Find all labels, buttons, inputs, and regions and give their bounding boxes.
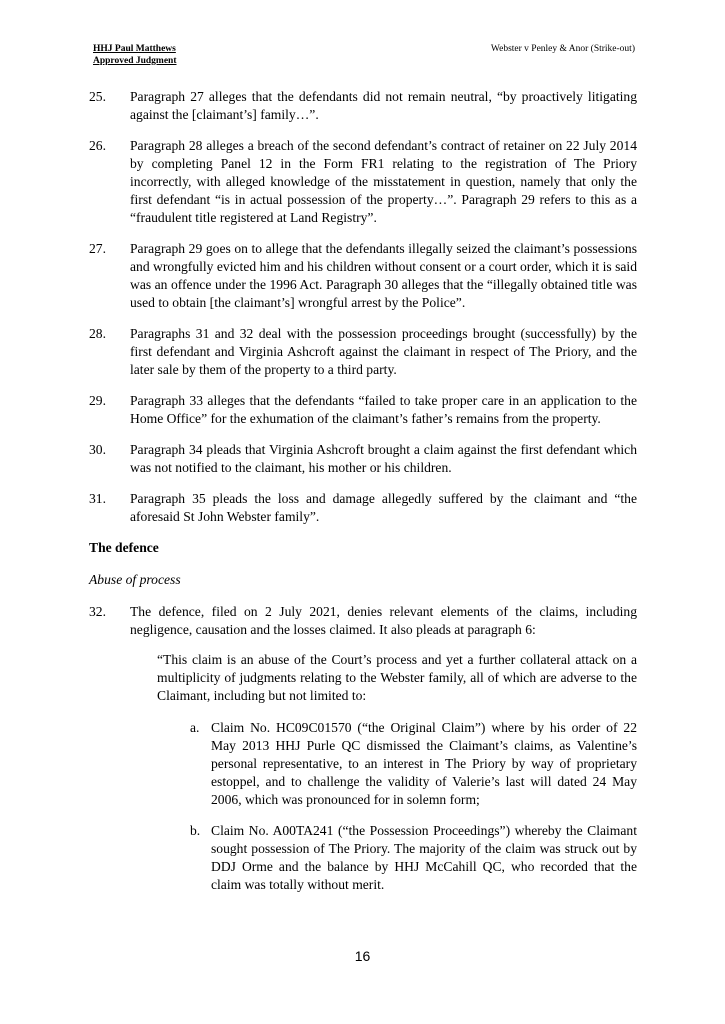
page-number: 16 bbox=[354, 948, 371, 964]
paragraph-number: 29. bbox=[89, 393, 106, 408]
paragraph-number: 28. bbox=[89, 326, 106, 341]
paragraph-text: Paragraph 28 alleges a breach of the second defendant’s contract of retainer on 22 July 2014 by completing Panel 12 in the Form FR1 relating to the registration of The Priory incorrectly, with alleged knowledge of the misstatement in question, namely that only the first defendant “is in actual possession of the property…”. Paragraph 29 refers to this as a “fraudulent title registered at Land Registry”. bbox=[130, 138, 637, 225]
paragraph-text: Paragraph 29 goes on to allege that the defendants illegally seized the claimant’s possessions and wrongfully evicted him and his children without consent or a court order, which it is said was an offence under the 1996 Act. Paragraph 30 alleges that the “illegally obtained title was used to obtain [the claimant’s] wrongful arrest by the Police”. bbox=[130, 241, 637, 310]
paragraph-text: Paragraph 33 alleges that the defendants “failed to take proper care in an application to the Home Office” for the exhumation of the claimant’s father’s remains from the property. bbox=[130, 393, 637, 426]
paragraph-27 bbox=[89, 240, 637, 312]
judgment-body bbox=[89, 88, 637, 907]
header-status: Approved Judgment bbox=[93, 56, 177, 66]
paragraph-26 bbox=[89, 137, 637, 227]
list-item-label: b. bbox=[190, 823, 201, 838]
paragraph-28 bbox=[89, 325, 637, 379]
paragraph-text: The defence, filed on 2 July 2021, denies relevant elements of the claims, including negligence, causation and the losses claimed. It also pleads at paragraph 6: bbox=[130, 604, 637, 637]
paragraph-number: 32. bbox=[89, 604, 106, 619]
paragraph-number: 31. bbox=[89, 491, 106, 506]
paragraph-number: 25. bbox=[89, 89, 106, 104]
header-left bbox=[93, 43, 177, 67]
quoted-passage: “This claim is an abuse of the Court’s process and yet a further collateral attack on a multiplicity of judgments relating to the Webster family, all of which are adverse to the Claimant, including but not limited to: bbox=[157, 652, 637, 703]
paragraph-text: Paragraph 35 pleads the loss and damage allegedly suffered by the claimant and “the aforesaid St John Webster family”. bbox=[130, 491, 637, 524]
header-case-title: Webster v Penley & Anor (Strike-out) bbox=[490, 44, 635, 54]
list-item-label: a. bbox=[190, 720, 200, 735]
paragraph-text: Paragraphs 31 and 32 deal with the possession proceedings brought (successfully) by the first defendant and Virginia Ashcroft against the claimant in respect of The Priory, and the later sale by them of the property to a third party. bbox=[130, 326, 637, 377]
section-subheading: Abuse of process bbox=[89, 572, 181, 587]
paragraph-30 bbox=[89, 441, 637, 477]
quote-list-item bbox=[190, 822, 637, 894]
paragraph-32 bbox=[89, 603, 637, 639]
paragraph-number: 30. bbox=[89, 442, 106, 457]
list-item-text: Claim No. HC09C01570 (“the Original Claim”) where by his order of 22 May 2013 HHJ Purle QC dismissed the Claimant’s claims, as Valentine’s personal representative, to an interest in The Priory by way of proprietary estoppel, and to challenge the validity of Valerie’s last will dated 24 May 2006, which was pronounced for in solemn form; bbox=[211, 720, 637, 807]
paragraph-31 bbox=[89, 490, 637, 526]
paragraph-29 bbox=[89, 392, 637, 428]
paragraph-25 bbox=[89, 88, 637, 124]
list-item-text: Claim No. A00TA241 (“the Possession Proceedings”) whereby the Claimant sought possession of The Priory. The majority of the claim was struck out by DDJ Orme and the balance by HHJ McCahill QC, who recorded that the claim was totally without merit. bbox=[211, 823, 637, 892]
section-heading: The defence bbox=[89, 540, 159, 555]
quote-list-item bbox=[190, 719, 637, 809]
paragraph-number: 27. bbox=[89, 241, 106, 256]
header-judge: HHJ Paul Matthews bbox=[93, 44, 176, 54]
paragraph-text: Paragraph 34 pleads that Virginia Ashcroft brought a claim against the first defendant which was not notified to the claimant, his mother or his children. bbox=[130, 442, 637, 475]
paragraph-number: 26. bbox=[89, 138, 106, 153]
paragraph-text: Paragraph 27 alleges that the defendants did not remain neutral, “by proactively litigating against the [claimant’s] family…”. bbox=[130, 89, 637, 122]
